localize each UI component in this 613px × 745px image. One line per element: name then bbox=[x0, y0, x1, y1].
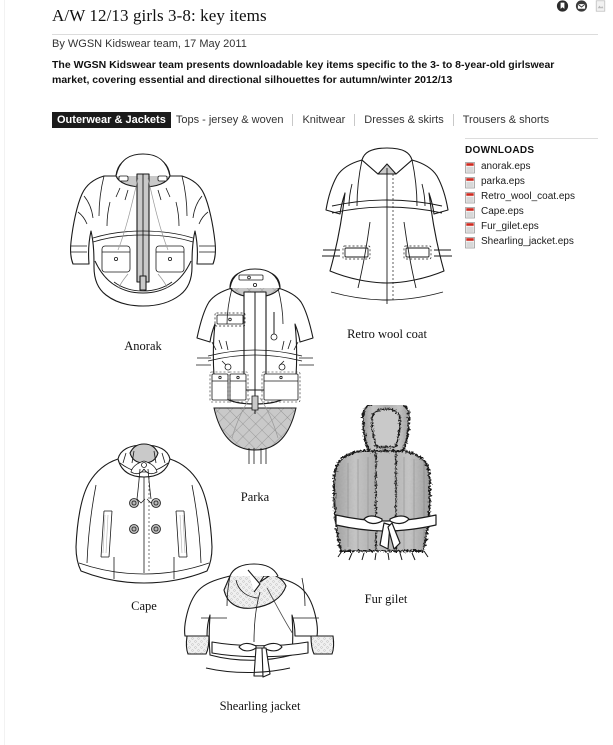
tab-separator bbox=[354, 114, 355, 126]
eps-file-icon bbox=[465, 206, 476, 218]
download-item[interactable] bbox=[465, 205, 610, 218]
downloads-heading: DOWNLOADS bbox=[465, 145, 535, 156]
download-item[interactable] bbox=[465, 175, 610, 188]
download-file-name: Shearling_jacket.eps bbox=[481, 235, 574, 247]
eps-file-icon bbox=[465, 236, 476, 248]
tab-separator bbox=[453, 114, 454, 126]
download-item[interactable] bbox=[465, 235, 610, 248]
download-file-name: anorak.eps bbox=[481, 160, 531, 172]
download-file-name: Retro_wool_coat.eps bbox=[481, 190, 575, 202]
download-file-name: parka.eps bbox=[481, 175, 525, 187]
figure-shearling-jacket bbox=[182, 562, 338, 714]
figure-caption: Anorak bbox=[124, 339, 162, 353]
page-title: A/W 12/13 girls 3-8: key items bbox=[52, 6, 267, 25]
eps-file-icon bbox=[465, 161, 476, 173]
figure-caption: Fur gilet bbox=[364, 592, 408, 606]
eps-file-icon bbox=[465, 221, 476, 233]
download-item[interactable] bbox=[465, 160, 610, 173]
downloads-divider bbox=[465, 138, 598, 139]
download-item[interactable] bbox=[465, 220, 610, 233]
eps-file-icon bbox=[465, 176, 476, 188]
page-left-edge bbox=[4, 0, 5, 745]
download-item[interactable] bbox=[465, 190, 610, 203]
standfirst: The WGSN Kidswear team presents downloadable key items specific to the 3- to 8-year-old girlswear market, covering essential and directional silhouettes for autumn/winter 2012/13 bbox=[52, 59, 555, 86]
figure-retro-wool-coat bbox=[316, 140, 458, 342]
byline: By WGSN Kidswear team, 17 May 2011 bbox=[52, 38, 247, 50]
figure-fur-gilet bbox=[330, 405, 442, 607]
figure-caption: Shearling jacket bbox=[219, 699, 301, 713]
title-divider bbox=[52, 34, 598, 35]
figure-caption: Cape bbox=[131, 599, 157, 613]
print-icon[interactable] bbox=[594, 0, 607, 13]
figure-caption: Retro wool coat bbox=[347, 327, 427, 341]
eps-file-icon bbox=[465, 191, 476, 203]
tab-trousers-shorts[interactable]: Trousers & shorts bbox=[462, 114, 550, 126]
bookmark-icon[interactable] bbox=[556, 0, 569, 13]
tab-separator bbox=[292, 114, 293, 126]
tab-outerwear-jackets[interactable]: Outerwear & Jackets bbox=[52, 112, 171, 128]
tab-tops-jersey-woven[interactable]: Tops - jersey & woven bbox=[175, 114, 284, 126]
download-file-name: Fur_gilet.eps bbox=[481, 220, 539, 232]
email-icon[interactable] bbox=[575, 0, 588, 13]
download-file-name: Cape.eps bbox=[481, 205, 524, 217]
category-tabs bbox=[52, 112, 554, 128]
article-actions bbox=[556, 0, 607, 12]
tab-knitwear[interactable]: Knitwear bbox=[302, 114, 346, 126]
figure-caption: Parka bbox=[240, 490, 270, 504]
tab-dresses-skirts[interactable]: Dresses & skirts bbox=[364, 114, 444, 126]
downloads-list bbox=[465, 160, 610, 250]
